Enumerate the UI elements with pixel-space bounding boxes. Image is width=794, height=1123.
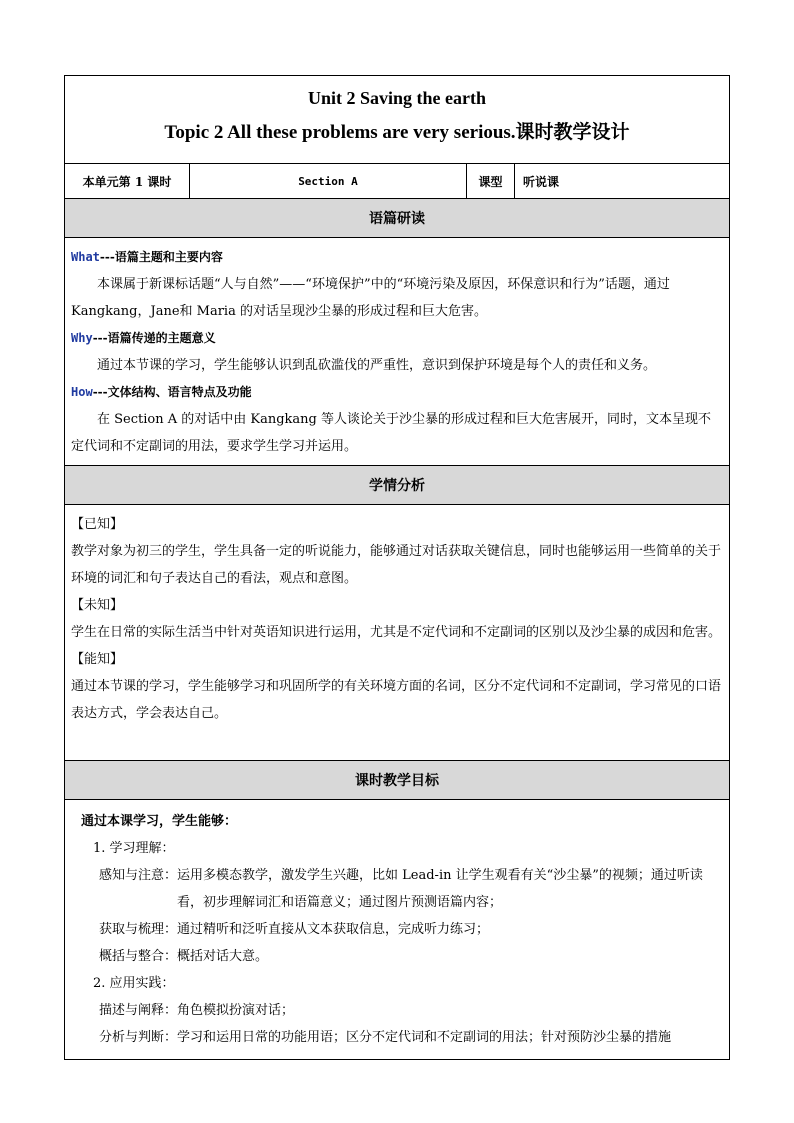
unknown-text: 学生在日常的实际生活当中针对英语知识进行运用，尤其是不定代词和不定副词的区别以及沙尘暴的成因和危害。 — [71, 625, 722, 640]
topic-title: Topic 2 All these problems are very serious.课时教学设计 — [164, 122, 630, 143]
objective-key: 获取与梳理： — [99, 922, 178, 937]
objective-key: 分析与判断： — [99, 1030, 178, 1045]
objective-value: 概括对话大意。 — [177, 949, 269, 964]
how-text: 在 Section A 的对话中由 Kangkang 等人谈论关于沙尘暴的形成过程和巨大危害展开，同时，文本呈现不定代词和不定副词的用法，要求学生学习并运用。 — [71, 412, 711, 454]
what-label: What — [71, 250, 100, 264]
objective-key: 概括与整合： — [99, 949, 178, 964]
known-text: 教学对象为初三的学生，学生具备一定的听说能力，能够通过对话获取关键信息，同时也能够运用一些简单的关于环境的词汇和句子表达自己的看法，观点和意图。 — [71, 544, 722, 586]
title-block — [65, 76, 729, 164]
objective-value: 运用多模态教学，激发学生兴趣，比如 Lead-in 让学生观看有关“沙尘暴”的视频；通过听读看，初步理解词汇和语篇意义；通过图片预测语篇内容； — [177, 868, 703, 910]
what-heading — [71, 244, 723, 271]
objective-value: 角色模拟扮演对话； — [177, 1003, 295, 1018]
student-analysis-body — [65, 505, 729, 761]
ability-text: 通过本节课的学习，学生能够学习和巩固所学的有关环境方面的名词，区分不定代词和不定副词，学习常见的口语表达方式，学会表达自己。 — [71, 679, 722, 721]
ability-label: 【能知】 — [71, 652, 124, 667]
lesson-number-cell: 本单元第 1 课时 — [65, 164, 190, 198]
objective-row — [75, 862, 723, 916]
objective-row — [75, 916, 723, 943]
how-label: How — [71, 385, 93, 399]
section-cell: Section A — [190, 164, 467, 198]
why-label: Why — [71, 331, 93, 345]
objective-item-1: 1. 学习理解： — [93, 841, 175, 856]
objective-value: 学习和运用日常的功能用语；区分不定代词和不定副词的用法；针对预防沙尘暴的措施 — [177, 1030, 672, 1045]
why-heading — [71, 325, 723, 352]
type-value-cell: 听说课 — [523, 174, 560, 189]
what-text: 本课属于新课标话题“人与自然”——“环境保护”中的“环境污染及原因，环保意识和行为”话题，通过 Kangkang，Jane和 Maria 的对话呈现沙尘暴的形成过程和巨大危害。 — [71, 277, 670, 319]
discourse-body — [65, 238, 729, 466]
info-row — [65, 164, 729, 199]
objective-key: 描述与阐释： — [99, 1003, 178, 1018]
why-title: ---语篇传递的主题意义 — [92, 331, 216, 345]
why-text: 通过本节课的学习，学生能够认识到乱砍滥伐的严重性，意识到保护环境是每个人的责任和义务。 — [97, 358, 657, 373]
unknown-label: 【未知】 — [71, 598, 124, 613]
how-heading — [71, 379, 723, 406]
what-title: ---语篇主题和主要内容 — [99, 250, 223, 264]
section-header-student-analysis: 学情分析 — [65, 466, 729, 505]
objective-row — [75, 1024, 723, 1051]
objective-row — [75, 943, 723, 970]
section-header-objectives: 课时教学目标 — [65, 761, 729, 800]
lesson-plan-table — [64, 75, 730, 1060]
objectives-body — [65, 800, 729, 1051]
objectives-intro: 通过本课学习，学生能够： — [81, 814, 238, 829]
known-label: 【已知】 — [71, 517, 124, 532]
objective-value: 通过精听和泛听直接从文本获取信息，完成听力练习； — [177, 922, 490, 937]
objective-row — [75, 997, 723, 1024]
how-title: ---文体结构、语言特点及功能 — [92, 385, 252, 399]
type-label-cell: 课型 — [467, 164, 515, 198]
objective-key: 感知与注意： — [99, 868, 178, 883]
unit-title: Unit 2 Saving the earth — [307, 88, 486, 108]
objective-item-2: 2. 应用实践： — [93, 976, 175, 991]
section-header-discourse: 语篇研读 — [65, 199, 729, 238]
